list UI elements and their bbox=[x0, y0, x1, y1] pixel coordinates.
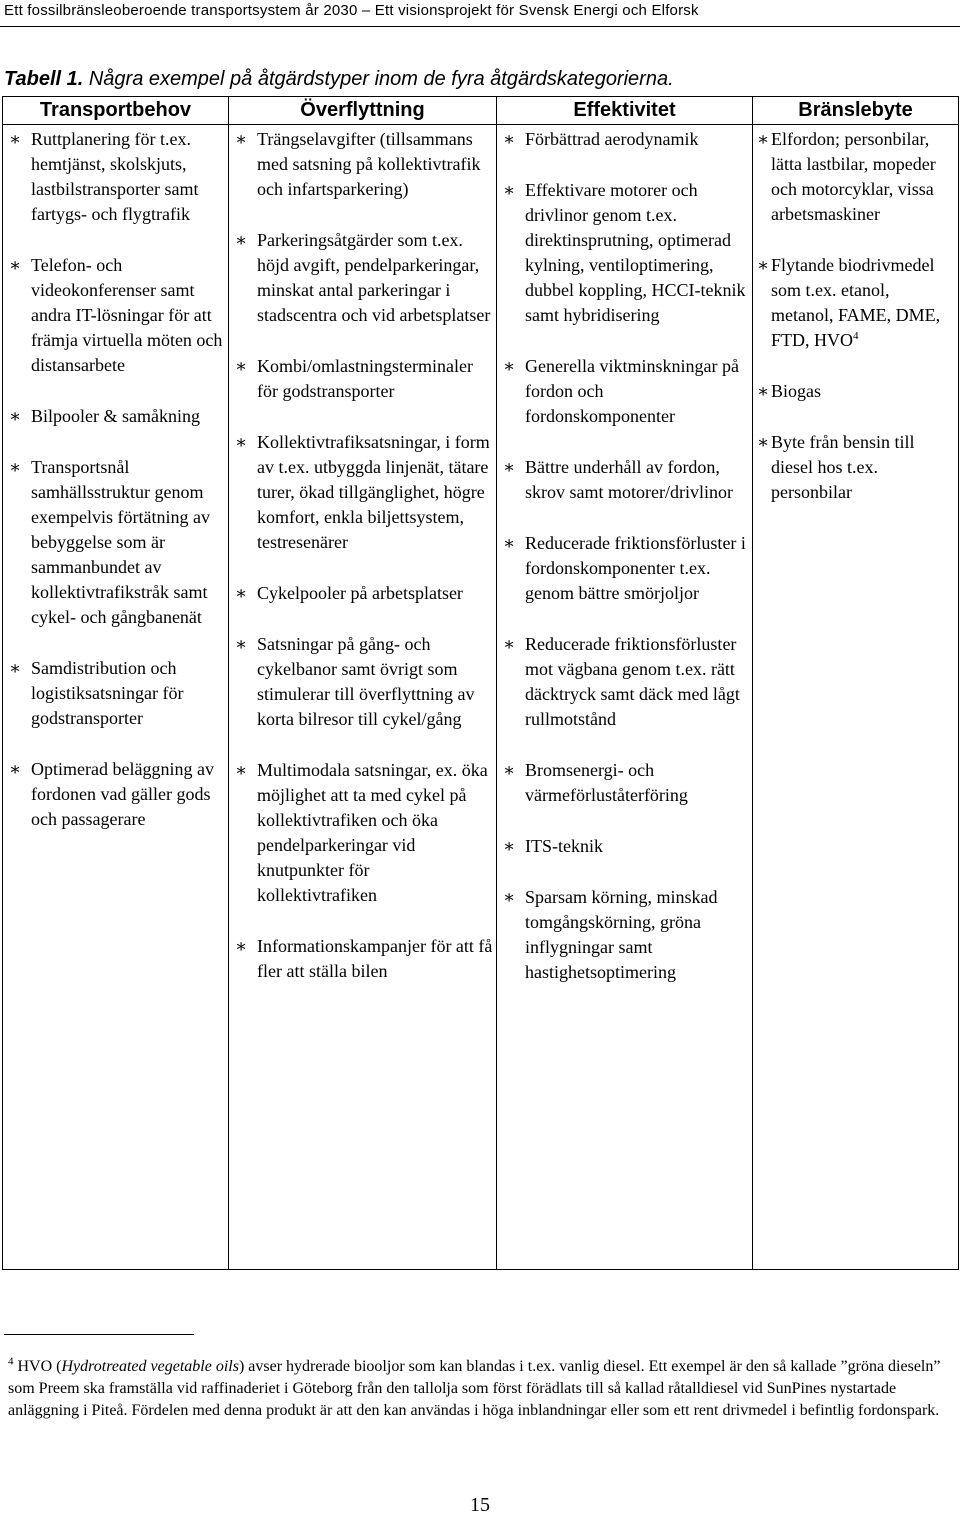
footnote-lead: HVO ( bbox=[17, 1358, 62, 1375]
list-item: ∗ Bromsenergi- och värmeförluståterföring bbox=[501, 758, 749, 808]
table-caption-label: Tabell 1. bbox=[4, 68, 84, 90]
measures-table bbox=[2, 96, 959, 1270]
list-item: ∗ Förbättrad aerodynamik bbox=[501, 127, 749, 152]
list-item: ∗ Optimerad beläggning av fordonen vad gäller gods och passagerare bbox=[7, 757, 225, 832]
footnote bbox=[8, 1356, 948, 1422]
column-effektivitet bbox=[497, 125, 753, 1270]
list-item: ∗ Kollektivtrafiksatsningar, i form av t.ex. utbyggda linjenät, tätare turer, ökad tillgänglighet, högre komfort, enkla biljettsystem, testresenärer bbox=[233, 430, 493, 555]
footnote-divider bbox=[4, 1334, 194, 1335]
list-item: ∗ Ruttplanering för t.ex. hemtjänst, skolskjuts, lastbilstransporter samt fartygs- och flygtrafik bbox=[7, 127, 225, 227]
list-item: ∗ Parkeringsåtgärder som t.ex. höjd avgift, pendelparkeringar, minskat antal parkeringar i stadscentra och vid arbetsplatser bbox=[233, 228, 493, 328]
list-item: ∗ Biogas bbox=[757, 379, 955, 404]
list-item: ∗ Effektivare motorer och drivlinor genom t.ex. direktinsprutning, optimerad kylning, ventiloptimering, dubbel koppling, HCCI-teknik samt hybridisering bbox=[501, 178, 749, 328]
column-overflyttning bbox=[229, 125, 497, 1270]
list-item: ∗ Byte från bensin till diesel hos t.ex. personbilar bbox=[757, 430, 955, 505]
footnote-number: 4 bbox=[8, 1355, 14, 1368]
table-header-row bbox=[3, 97, 959, 125]
list-item bbox=[757, 253, 955, 353]
header-divider bbox=[0, 26, 960, 27]
running-header: Ett fossilbränsleoberoende transportsystem år 2030 – Ett visionsprojekt för Svensk Energi och Elforsk bbox=[4, 2, 699, 19]
list-item: ∗ Trängselavgifter (tillsammans med satsning på kollektivtrafik och infartsparkering) bbox=[233, 127, 493, 202]
list-item: ∗ Informationskampanjer för att få fler att ställa bilen bbox=[233, 934, 493, 984]
list-item: ∗ Transportsnål samhällsstruktur genom exempelvis förtätning av bebyggelse som är sammanbundet av kollektivtrafikstråk samt cykel- och gångbanenät bbox=[7, 455, 225, 630]
header-transportbehov: Transportbehov bbox=[3, 97, 229, 125]
column-branslebyte bbox=[753, 125, 959, 1270]
header-bransle-byte: Bränslebyte bbox=[753, 97, 959, 125]
list-item: ∗ ITS-teknik bbox=[501, 834, 749, 859]
list-item: ∗ Elfordon; personbilar, lätta lastbilar, mopeder och motorcyklar, vissa arbetsmaskiner bbox=[757, 127, 955, 227]
list-item: ∗ Telefon- och videokonferenser samt andra IT-lösningar för att främja virtuella möten och distansarbete bbox=[7, 253, 225, 378]
list-item: ∗ Samdistribution och logistiksatsningar för godstransporter bbox=[7, 656, 225, 731]
list-item: ∗ Reducerade friktionsförluster mot vägbana genom t.ex. rätt däcktryck samt däck med lågt rullmotstånd bbox=[501, 632, 749, 732]
page-number: 15 bbox=[470, 1494, 490, 1516]
list-item: ∗ Satsningar på gång- och cykelbanor samt övrigt som stimulerar till överflyttning av korta bilresor till cykel/gång bbox=[233, 632, 493, 732]
table-body-row bbox=[3, 125, 959, 1270]
list-item: ∗ Multimodala satsningar, ex. öka möjlighet att ta med cykel på kollektivtrafiken och öka pendelparkeringar vid knutpunkter för kollektivtrafiken bbox=[233, 758, 493, 908]
list-item: ∗ Reducerade friktionsförluster i fordonskomponenter t.ex. genom bättre smörjoljor bbox=[501, 531, 749, 606]
list-item: ∗ Bättre underhåll av fordon, skrov samt motorer/drivlinor bbox=[501, 455, 749, 505]
table-caption-text: Några exempel på åtgärdstyper inom de fyra åtgärdskategorierna. bbox=[88, 68, 674, 90]
table-caption bbox=[4, 68, 674, 91]
list-item: ∗ Generella viktminskningar på fordon och fordonskomponenter bbox=[501, 354, 749, 429]
header-overflyttning: Överflyttning bbox=[229, 97, 497, 125]
list-item: ∗ Sparsam körning, minskad tomgångskörning, gröna inflygningar samt hastighetsoptimering bbox=[501, 885, 749, 985]
list-item-text: Flytande biodrivmedel som t.ex. etanol, metanol, FAME, DME, FTD, HVO bbox=[771, 255, 941, 350]
footnote-text: ) avser hydrerade biooljor som kan blandas i t.ex. vanlig diesel. Ett exempel är den så kallade ”gröna dieseln” som Preem ska framställa vid raffinaderiet i Göteborg från den tallolja som först förädlats till så kallad råtalldiesel vid SunPines nystartade anläggning i Piteå. Fördelen med denna produkt är att den kan användas i höga inblandningar eller som ett rent drivmedel i befintlig fordonspark. bbox=[8, 1358, 941, 1419]
footnote-term: Hydrotreated vegetable oils bbox=[61, 1358, 239, 1375]
list-item: ∗ Bilpooler & samåkning bbox=[7, 404, 225, 429]
list-item: ∗ Cykelpooler på arbetsplatser bbox=[233, 581, 493, 606]
list-item: ∗ Kombi/omlastningsterminaler för godstransporter bbox=[233, 354, 493, 404]
footnote-reference: 4 bbox=[853, 330, 859, 342]
column-transportbehov bbox=[3, 125, 229, 1270]
header-effektivitet: Effektivitet bbox=[497, 97, 753, 125]
